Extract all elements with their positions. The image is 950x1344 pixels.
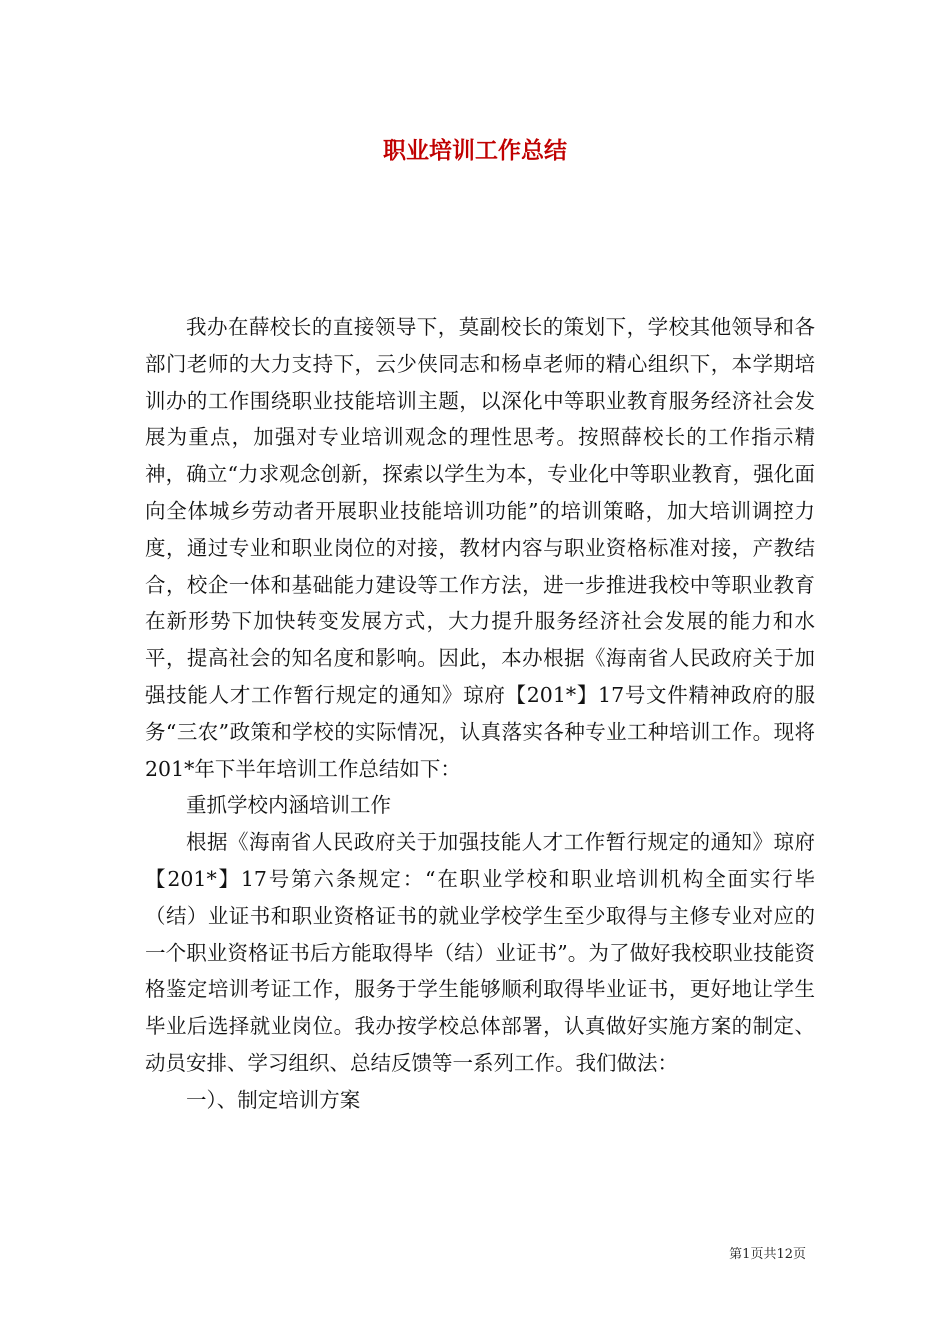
page-number: 第1页共12页 [729, 1247, 806, 1262]
document-title: 职业培训工作总结 [383, 137, 567, 164]
paragraph-subheading-plan: 一）、制定培训方案 [186, 1087, 361, 1112]
paragraph-heading-internal-training: 重抓学校内涵培训工作 [186, 793, 391, 818]
paragraph-regulation: 根据《海南省人民政府关于加强技能人才工作暂行规定的通知》琼府【201*】17号第六条规定：“在职业学校和职业培训机构全面实行毕（结）业证书和职业资格证书的就业学校学生至少取得与主修专业对应的一个职业资格证书后方能取得毕（结）业证书”。为了做好我校职业技能资格鉴定培训考证工作，服务于学生能够顺利取得毕业证书，更好地让学生毕业后选择就业岗位。我办按学校总体部署，认真做好实施方案的制定、动员安排、学习组织、总结反馈等一系列工作。我们做法： [145, 830, 815, 1075]
document-body [145, 309, 815, 1119]
paragraph-intro: 我办在薛校长的直接领导下，莫副校长的策划下，学校其他领导和各部门老师的大力支持下，云少侠同志和杨卓老师的精心组织下，本学期培训办的工作围绕职业技能培训主题，以深化中等职业教育服务经济社会发展为重点，加强对专业培训观念的理性思考。按照薛校长的工作指示精神，确立“力求观念创新，探索以学生为本，专业化中等职业教育，强化面向全体城乡劳动者开展职业技能培训功能”的培训策略，加大培训调控力度，通过专业和职业岗位的对接，教材内容与职业资格标准对接，产教结合，校企一体和基础能力建设等工作方法，进一步推进我校中等职业教育在新形势下加快转变发展方式，大力提升服务经济社会发展的能力和水平，提高社会的知名度和影响。因此，本办根据《海南省人民政府关于加强技能人才工作暂行规定的通知》琼府【201*】17号文件精神政府的服务“三农”政策和学校的实际情况，认真落实各种专业工种培训工作。现将201*年下半年培训工作总结如下： [145, 315, 815, 781]
